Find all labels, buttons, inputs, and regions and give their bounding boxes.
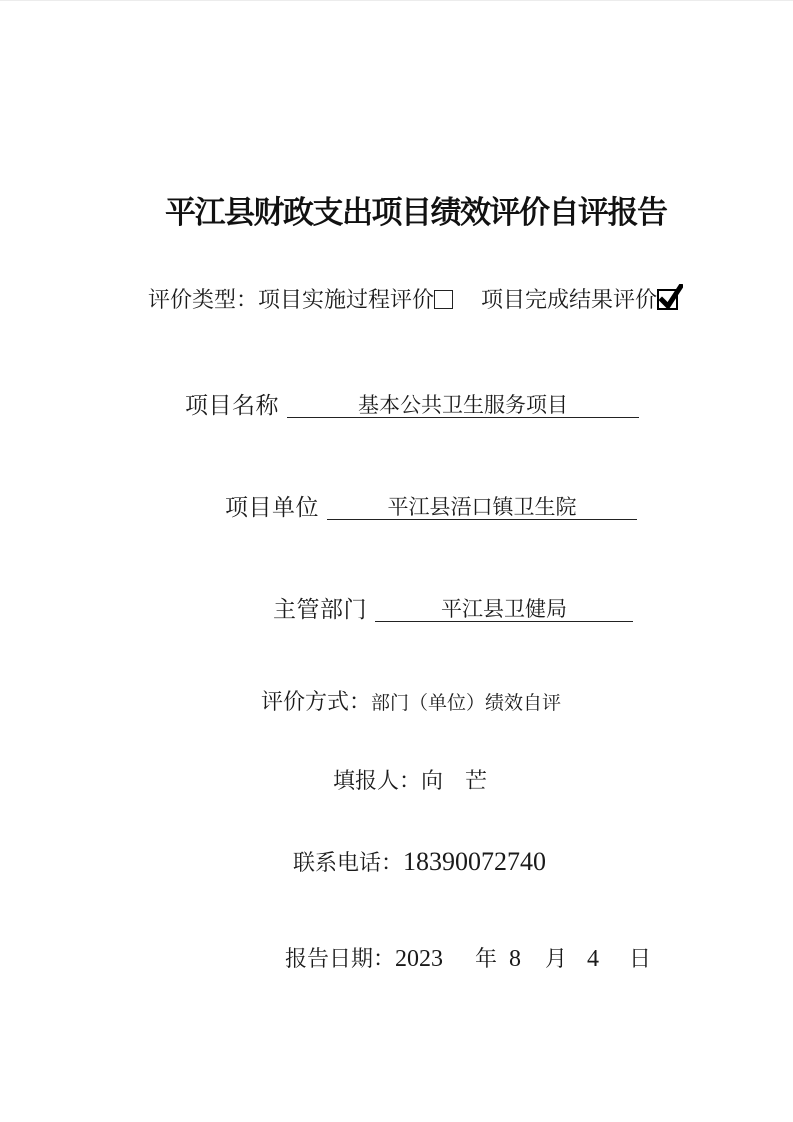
report-date-day: 4 (587, 946, 600, 972)
contact-phone-value: 18390072740 (403, 847, 547, 876)
report-date-month-unit: 月 (545, 946, 568, 971)
report-date-label: 报告日期： (285, 946, 396, 971)
evaluation-type-row (148, 288, 678, 312)
project-name-underline (287, 393, 639, 418)
report-date-year: 2023 (395, 946, 444, 972)
project-unit-field (225, 495, 637, 520)
supervisor-department-label: 主管部门 (273, 597, 367, 622)
project-name-field (185, 393, 639, 418)
supervisor-department-underline (375, 597, 633, 622)
evaluation-method-value: 部门（单位）绩效自评 (371, 693, 562, 714)
report-date-row (285, 942, 651, 973)
check-icon (657, 284, 683, 312)
evaluation-method-label: 评价方式： (261, 689, 372, 714)
evaluation-type-label: 评价类型： (148, 287, 259, 312)
project-name-value: 基本公共卫生服务项目 (358, 393, 568, 417)
project-name-label: 项目名称 (185, 393, 279, 418)
checkbox-process-evaluation[interactable] (434, 290, 453, 309)
project-unit-label: 项目单位 (225, 495, 319, 520)
supervisor-department-value: 平江县卫健局 (441, 597, 567, 621)
project-unit-value: 平江县浯口镇卫生院 (387, 495, 577, 519)
contact-phone-label: 联系电话： (293, 850, 404, 875)
contact-phone-row (293, 846, 546, 877)
page-title: 平江县财政支出项目绩效评价自评报告 (165, 195, 667, 230)
report-date-day-unit: 日 (629, 946, 652, 971)
report-date-year-unit: 年 (475, 946, 498, 971)
evaluation-method-row (261, 685, 561, 716)
checkbox-result-evaluation[interactable] (657, 289, 678, 310)
report-date-month: 8 (509, 946, 522, 972)
project-unit-underline (327, 495, 637, 520)
reporter-value: 向 芒 (421, 768, 488, 793)
evaluation-type-option-result: 项目完成结果评价 (481, 287, 658, 312)
reporter-label: 填报人： (333, 768, 422, 793)
reporter-row (333, 764, 487, 795)
evaluation-type-option-process: 项目实施过程评价 (258, 287, 435, 312)
supervisor-department-field (273, 597, 633, 622)
